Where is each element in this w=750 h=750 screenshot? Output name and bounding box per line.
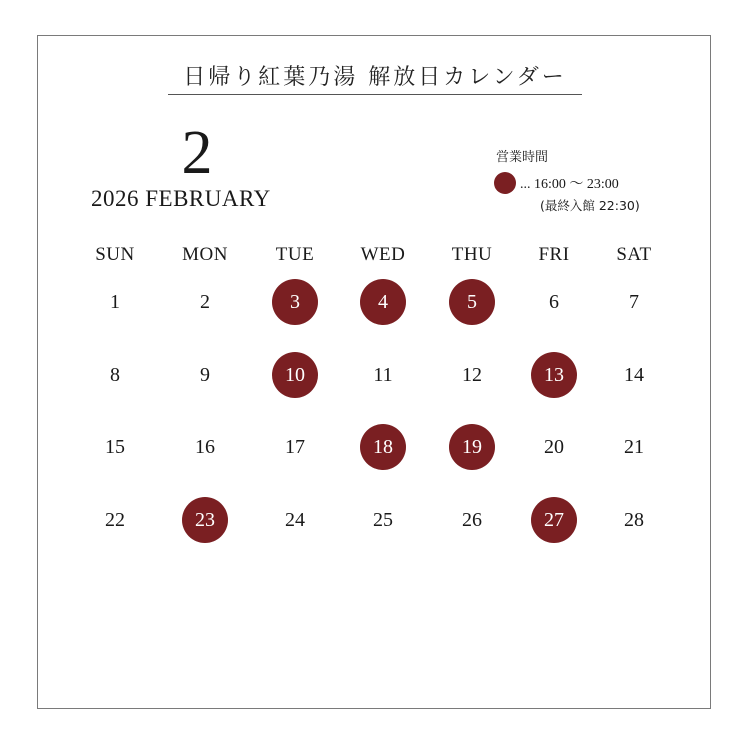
calendar-title: 日帰り紅葉乃湯 解放日カレンダー xyxy=(183,65,567,90)
day-1: 1 xyxy=(110,291,120,313)
open-day-legend-dot-icon xyxy=(494,172,516,194)
weekday-sun: SUN xyxy=(95,244,135,265)
day-15: 15 xyxy=(105,436,125,458)
title-underline xyxy=(168,94,582,95)
day-8: 8 xyxy=(110,364,120,386)
open-day-27: 27 xyxy=(531,497,577,543)
day-16: 16 xyxy=(195,436,215,458)
weekday-wed: WED xyxy=(360,244,406,265)
day-9: 9 xyxy=(200,364,210,386)
day-14: 14 xyxy=(624,364,644,386)
open-day-3: 3 xyxy=(272,279,318,325)
day-24: 24 xyxy=(285,509,305,531)
month-label: 2026 FEBRUARY xyxy=(91,186,271,211)
day-26: 26 xyxy=(462,509,482,531)
open-day-18: 18 xyxy=(360,424,406,470)
day-25: 25 xyxy=(373,509,393,531)
hours-last-entry: (最終入館 22:30) xyxy=(540,198,640,213)
day-2: 2 xyxy=(200,291,210,313)
day-21: 21 xyxy=(624,436,644,458)
day-22: 22 xyxy=(105,509,125,531)
weekday-mon: MON xyxy=(182,244,228,265)
open-day-13: 13 xyxy=(531,352,577,398)
weekday-fri: FRI xyxy=(538,244,570,265)
open-day-4: 4 xyxy=(360,279,406,325)
open-day-10: 10 xyxy=(272,352,318,398)
day-7: 7 xyxy=(629,291,639,313)
day-28: 28 xyxy=(624,509,644,531)
day-20: 20 xyxy=(544,436,564,458)
weekday-sat: SAT xyxy=(616,244,652,265)
open-day-19: 19 xyxy=(449,424,495,470)
day-11: 11 xyxy=(373,364,393,386)
weekday-tue: TUE xyxy=(275,244,315,265)
open-day-23: 23 xyxy=(182,497,228,543)
day-12: 12 xyxy=(462,364,482,386)
month-number: 2 xyxy=(181,119,213,187)
weekday-thu: THU xyxy=(451,244,493,265)
day-17: 17 xyxy=(285,436,305,458)
open-day-5: 5 xyxy=(449,279,495,325)
day-6: 6 xyxy=(549,291,559,313)
hours-time: ... 16:00 ～ 23:00 xyxy=(520,177,619,192)
hours-title: 営業時間 xyxy=(496,150,549,165)
